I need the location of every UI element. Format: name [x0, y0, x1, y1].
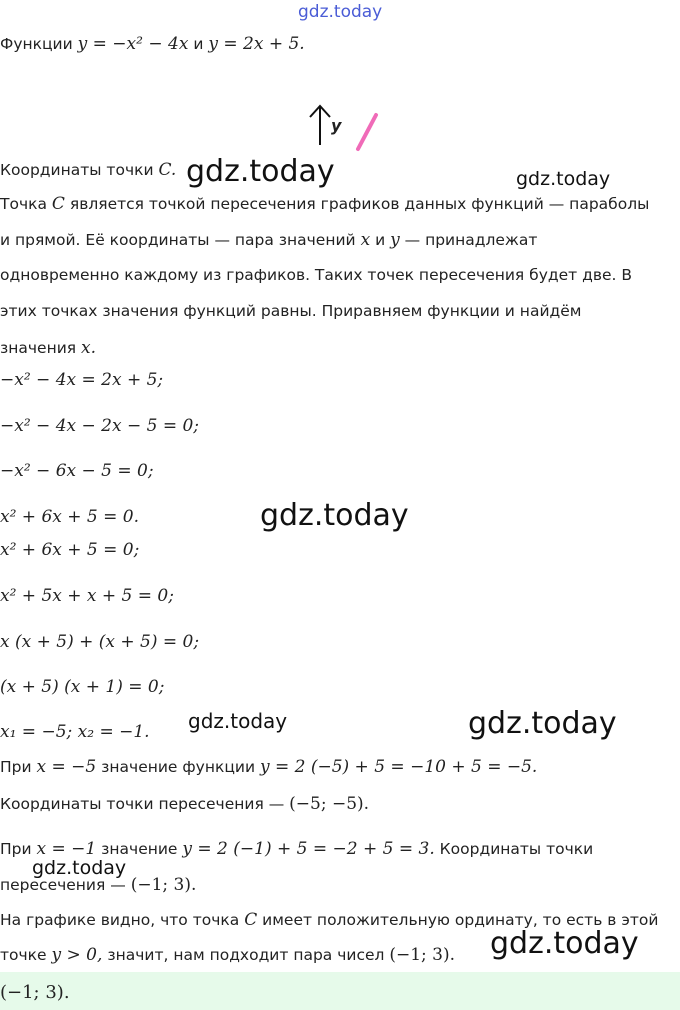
equation: x² + 6x + 5 = 0. — [0, 507, 139, 527]
text: На графике видно, что точка — [0, 911, 240, 929]
function-2: y = 2x + 5. — [208, 34, 305, 54]
equation: x² + 5x + x + 5 = 0; — [0, 586, 174, 606]
math: y = 2 (−1) + 5 = −2 + 5 = 3. — [182, 839, 435, 859]
math: x = −1 — [36, 839, 97, 859]
watermark: gdz.today — [32, 857, 127, 879]
graph-line-fragment — [352, 112, 382, 152]
paragraph-line — [0, 230, 537, 250]
functions-line — [0, 34, 305, 54]
conclusion-line — [0, 945, 455, 965]
text: При — [0, 758, 32, 776]
watermark: gdz.today — [516, 168, 611, 190]
coordinates-heading — [0, 160, 176, 180]
math: x. — [81, 338, 97, 358]
math: (−1; 3). — [130, 875, 197, 895]
text: Точка — [0, 195, 47, 213]
text: имеет положительную ординату, то есть в этой — [262, 911, 659, 929]
y-axis-arrow-icon — [307, 103, 333, 147]
functions-prefix: Функции — [0, 35, 73, 53]
watermark-top: gdz.today — [298, 2, 383, 22]
watermark: gdz.today — [188, 709, 288, 733]
answer-highlight — [0, 972, 680, 1010]
text: значения — [0, 339, 77, 357]
text: Координаты точки пересечения — — [0, 795, 285, 813]
paragraph-line — [0, 194, 649, 214]
function-1: y = −x² − 4x — [77, 34, 189, 54]
paragraph-line: этих точках значения функций равны. Приравняем функции и найдём — [0, 302, 582, 320]
text: является точкой пересечения графиков данных функций — параболы — [69, 195, 650, 213]
case1-line — [0, 757, 537, 777]
case2-coords-line — [0, 875, 196, 895]
math: (−1; 3). — [389, 945, 456, 965]
watermark: gdz.today — [490, 926, 639, 961]
text: значение — [101, 840, 178, 858]
case2-line — [0, 839, 593, 859]
watermark: gdz.today — [468, 706, 617, 741]
text: и прямой. Её координаты — пара значений — [0, 231, 356, 249]
watermark: gdz.today — [260, 498, 409, 533]
case1-coords-line — [0, 794, 369, 814]
text: Координаты точки — [439, 840, 594, 858]
math: y = 2 (−5) + 5 = −10 + 5 = −5. — [259, 757, 538, 777]
text: и — [375, 231, 386, 249]
final-answer: (−1; 3). — [0, 982, 70, 1003]
graph-axis-label: y — [331, 116, 342, 135]
functions-and: и — [193, 35, 204, 53]
equation: −x² − 6x − 5 = 0; — [0, 461, 154, 481]
equation: (x + 5) (x + 1) = 0; — [0, 677, 165, 697]
math: C — [244, 910, 258, 930]
math: x — [360, 230, 371, 250]
equation: x₁ = −5; x₂ = −1. — [0, 722, 150, 742]
paragraph-line: одновременно каждому из графиков. Таких точек пересечения будет две. В — [0, 266, 633, 284]
math: C — [51, 194, 65, 214]
text: — принадлежат — [404, 231, 538, 249]
math: y — [390, 230, 400, 250]
text: значение функции — [101, 758, 256, 776]
text: При — [0, 840, 32, 858]
text: значит, нам подходит пара чисел — [107, 946, 385, 964]
watermark: gdz.today — [186, 154, 335, 189]
heading-point: C. — [158, 160, 177, 180]
math: x = −5 — [36, 757, 97, 777]
math: y > 0, — [51, 945, 103, 965]
text: точке — [0, 946, 47, 964]
paragraph-line — [0, 338, 96, 358]
math: (−5; −5). — [289, 794, 370, 814]
equation: x (x + 5) + (x + 5) = 0; — [0, 632, 200, 652]
equation: −x² − 4x = 2x + 5; — [0, 370, 164, 390]
equation: −x² − 4x − 2x − 5 = 0; — [0, 416, 200, 436]
equation: x² + 6x + 5 = 0; — [0, 540, 140, 560]
text: пересечения — — [0, 876, 126, 894]
heading-text: Координаты точки — [0, 161, 154, 179]
